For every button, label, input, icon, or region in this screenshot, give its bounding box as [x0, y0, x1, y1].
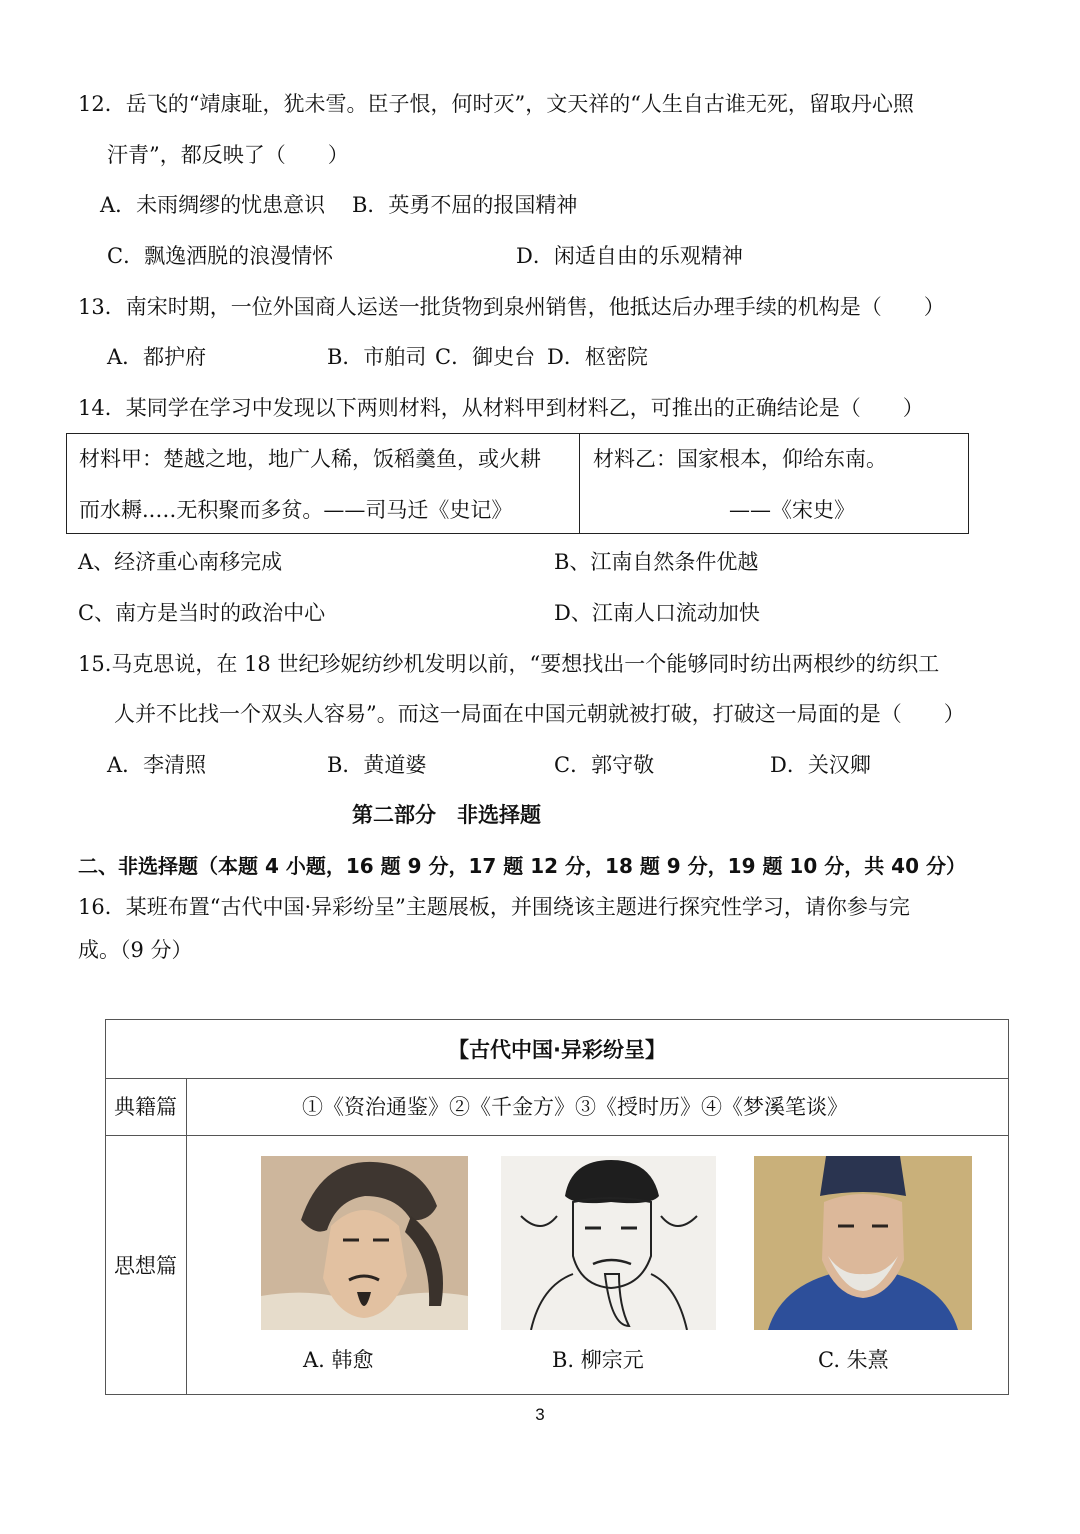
part2-heading: 二、非选择题（本题 4 小题，16 题 9 分，17 题 12 分，18 题 9 分，19 题 10 分，共 40 分）: [78, 854, 966, 878]
material-table: [66, 433, 969, 534]
part2-title: 第二部分 非选择题: [352, 803, 541, 827]
row-label-thought: 思想篇: [114, 1254, 177, 1278]
q15-stem-line2: 人并不比找一个双头人容易”。而这一局面在中国元朝就被打破，打破这一局面的是（ ）: [114, 702, 965, 726]
q13-option-c: C．御史台: [435, 345, 536, 369]
q15-option-b: B．黄道婆: [327, 753, 427, 777]
q12-option-b: B．英勇不屈的报国精神: [352, 193, 578, 217]
q14-option-a: A、经济重心南移完成: [78, 550, 283, 574]
q15-option-c: C．郭守敬: [554, 753, 655, 777]
page-number: 3: [535, 1405, 545, 1424]
portrait-zhu-xi: [754, 1156, 972, 1330]
row-label-classics: 典籍篇: [114, 1095, 177, 1119]
portrait-han-yu: [261, 1156, 468, 1330]
caption-liu-zongyuan: B. 柳宗元: [552, 1348, 644, 1372]
portrait-liu-zongyuan: [501, 1156, 716, 1330]
q12-stem-line1: 12．岳飞的“靖康耻，犹未雪。臣子恨，何时灭”，文天祥的“人生自古谁无死，留取丹心照: [78, 92, 914, 116]
table-rule-2: [106, 1135, 1008, 1136]
q16-stem-line1: 16．某班布置“古代中国·异彩纷呈”主题展板，并围绕该主题进行探究性学习，请你参与完: [78, 895, 910, 919]
caption-zhu-xi: C. 朱熹: [818, 1348, 889, 1372]
q12-option-d: D．闲适自由的乐观精神: [516, 244, 743, 268]
q16-stem-line2: 成。（9 分）: [78, 938, 193, 962]
q15-option-d: D．关汉卿: [770, 753, 871, 777]
table-column-rule: [186, 1078, 187, 1395]
q12-stem-line2: 汗青”，都反映了（ ）: [107, 143, 349, 167]
q13-option-a: A．都护府: [107, 345, 207, 369]
display-board-table: [105, 1019, 1009, 1395]
material-jia-line2: 而水耨..…无积聚而多贫。——司马迁《史记》: [79, 498, 513, 522]
caption-han-yu: A. 韩愈: [303, 1348, 374, 1372]
q15-stem-line1: 15.马克思说，在 18 世纪珍妮纺纱机发明以前，“要想找出一个能够同时纺出两根纱的纺织工: [78, 652, 940, 676]
q15-option-a: A．李清照: [107, 753, 207, 777]
material-jia-line1: 材料甲：楚越之地，地广人稀，饭稻羹鱼，或火耕: [79, 447, 541, 471]
q14-stem: 14．某同学在学习中发现以下两则材料，从材料甲到材料乙，可推出的正确结论是（ ）: [78, 396, 924, 420]
q13-option-d: D．枢密院: [547, 345, 648, 369]
q12-option-c: C．飘逸洒脱的浪漫情怀: [107, 244, 334, 268]
material-divider: [579, 434, 580, 533]
q13-option-b: B．市舶司: [327, 345, 427, 369]
q14-option-c: C、南方是当时的政治中心: [78, 601, 326, 625]
q14-option-d: D、江南人口流动加快: [554, 601, 760, 625]
q12-option-a: A．未雨绸缪的忧患意识: [100, 193, 326, 217]
material-yi-line2: ——《宋史》: [729, 498, 855, 522]
q13-stem: 13．南宋时期，一位外国商人运送一批货物到泉州销售，他抵达后办理手续的机构是（ ）: [78, 295, 945, 319]
material-yi-line1: 材料乙：国家根本，仰给东南。: [593, 447, 887, 471]
q14-option-b: B、江南自然条件优越: [554, 550, 759, 574]
row-content-classics: ①《资治通鉴》②《千金方》③《授时历》④《梦溪笔谈》: [302, 1095, 848, 1119]
table-rule-1: [106, 1078, 1008, 1079]
board-title: 【古代中国·异彩纷呈】: [448, 1038, 666, 1062]
